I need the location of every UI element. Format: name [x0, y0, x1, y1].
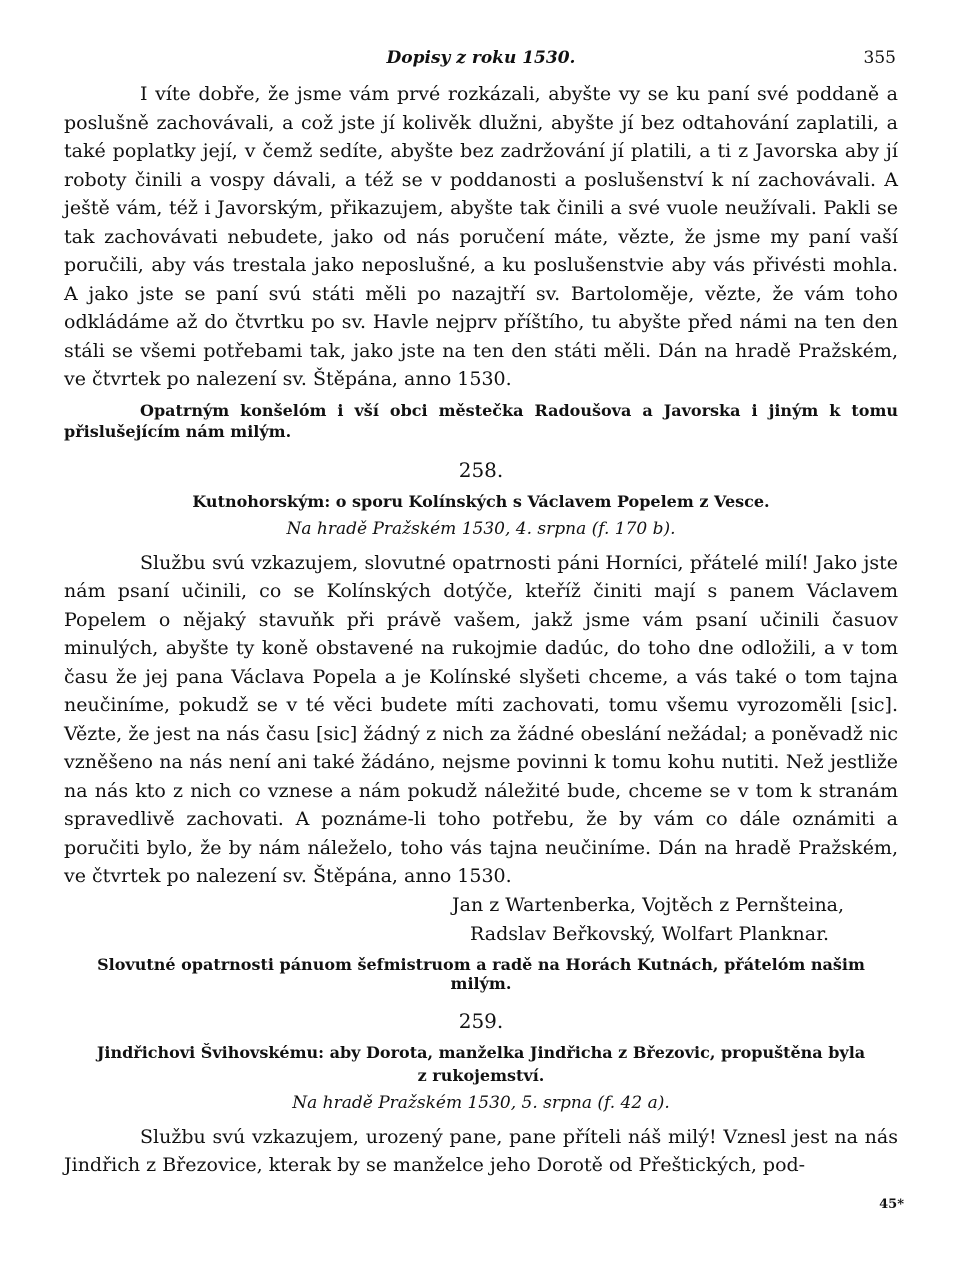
letter-body-previous: I víte dobře, že jsme vám prvé rozkázali, abyšte vy se ku paní své poddaně a poslušně zachovávali, a což jste jí kolivěk dlužni, abyšte jí bez odtahování zaplatili, a také poplatky její, v čemž sedíte, abyšte bez zadržování jí platili, a ti z Javorska aby jí roboty činili a vospy dávali, a též se v poddanosti a poslušenství k ní zachovávali. A ještě vám, též i Javorským, přikazujem, abyšte tak činili a své vuole neužívali. Pakli se tak zachovávati nebudete, jako od nás poručení máte, vězte, že jsme my paní vaší poručili, aby vás trestala jako neposlušné, a ku poslušenstvie aby vás přivésti mohla. A jako jste se paní svú státi měli po nazajtří sv. Bartoloměje, vězte, že vám toho odkládáme až do čtvrtku po sv. Havle nejprv příštího, tu abyšte před námi na ten den stáli se všemi potřebami tak, jako jste na ten den státi měli. Dán na hradě Pražském, ve čtvrtek po nalezení sv. Štěpána, anno 1530. — [64, 83, 898, 390]
document-summary-258: Kutnohorským: o sporu Kolínských s Václavem Popelem z Vesce. — [192, 491, 770, 511]
letter-body-258: Službu svú vzkazujem, slovutné opatrnosti páni Horníci, přátelé milí! Jako jste nám psaní učinili, co se Kolínských dotýče, kteříž činiti mají s panem Václavem Popelem o nějaký stavuňk při právě vašem, jakž jsme vám psaní učinili časuov minulých, abyšte ty koně obstavené na rukojmie dadúc, do toho dne odložili, a v tom času že jej pana Václava Popela a je Kolínské slyšeti chceme, a vás také o tom tajna neučiníme, pokudž se v té věci budete míti zachovati, tomu všemu vyrozoměli [sic]. Vězte, že jest na nás času [sic] žádný z nich za žádné obeslání nežádal; a poněvadž nic vzněšeno na nás není ani také žádáno, nejsme povinni k tomu kohu nutiti. Než jestliže na nás kto z nich co vznese a nám pokudž náležité bude, chceme se v tom k stranám spravedlivě zachovati. A poznáme-li toho potřebu, že by vám co dále oznámiti a poručiti bylo, že by nám náleželo, toho vás tajna neučiníme. Dán na hradě Pražském, ve čtvrtek po nalezení sv. Štěpána, anno 1530. — [64, 551, 898, 887]
summary-line-2: z rukojemství. — [417, 1065, 545, 1085]
signature-line-1: Jan z Wartenberka, Vojtěch z Pernšteina, — [452, 893, 845, 916]
letter-address-258: Slovutné opatrnosti pánuom šefmistruom a radě na Horách Kutnách, přátelóm našim milým. — [97, 954, 865, 993]
letter-body-259: Službu svú vzkazujem, urozený pane, pane příteli náš milý! Vznesl jest na nás Jindřich z Březovice, kterak by se manželce jeho Dorotě od Přeštických, pod- — [64, 1125, 898, 1176]
place-date-258: Na hradě Pražském 1530, 4. srpna (f. 170 b). — [286, 518, 676, 539]
letter-address-previous: Opatrným konšelóm i vší obci městečka Radoušova a Javorska i jiným k tomu přislušejícím nám milým. — [64, 400, 898, 441]
signatures-258 — [452, 891, 898, 949]
document-number-258: 258. — [458, 457, 504, 482]
sheet-signature-mark: 45* — [879, 1197, 904, 1212]
running-head — [64, 40, 898, 80]
running-title: Dopisy z roku 1530. — [386, 48, 576, 68]
signature-line-2: Radslav Beřkovský, Wolfart Planknar. — [470, 922, 830, 945]
place-date-259: Na hradě Pražském 1530, 5. srpna (f. 42 a). — [292, 1092, 670, 1113]
document-summary-259 — [64, 1041, 898, 1087]
page-number: 355 — [863, 48, 896, 68]
page — [64, 40, 898, 1180]
summary-line-1: Jindřichovi Švihovskému: aby Dorota, manželka Jindřicha z Březovic, propuštěna byla — [96, 1042, 866, 1062]
document-number-259: 259. — [458, 1008, 504, 1033]
